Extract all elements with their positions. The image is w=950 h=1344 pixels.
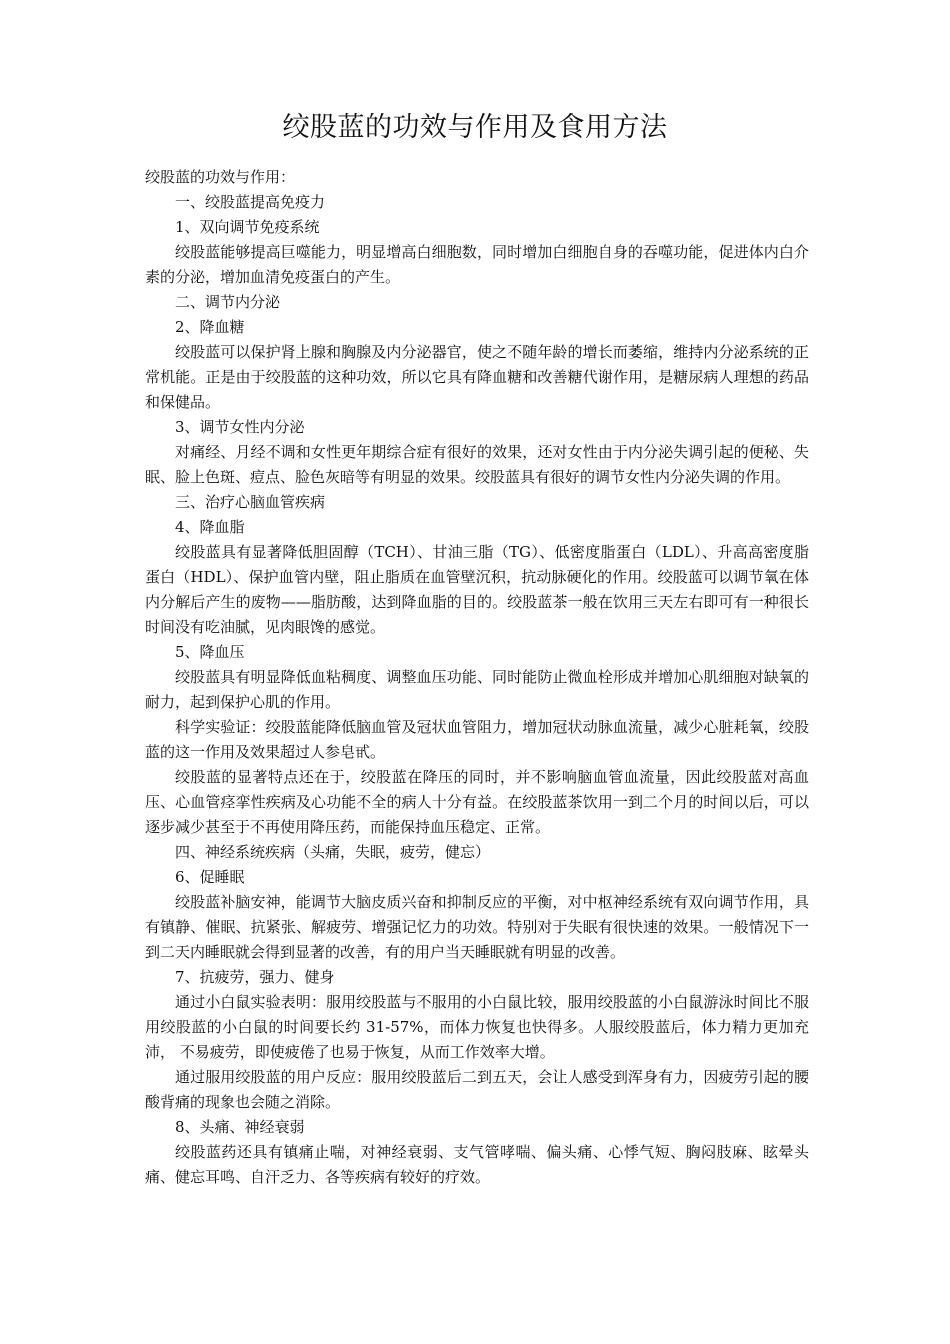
- subheading-female-endocrine: 3、调节女性内分泌: [175, 418, 305, 436]
- subheading-sleep: 6、促睡眠: [175, 868, 245, 886]
- subheading-anti-fatigue: 7、抗疲劳，强力、健身: [175, 968, 335, 986]
- paragraph-mouse-experiment: 通过小白鼠实验表明：服用绞股蓝与不服用的小白鼠比较，服用绞股蓝的小白鼠游泳时间比不服用绞股蓝的小白鼠的时间要长约 31-57%，而体力恢复也快得多。人服绞股蓝后，体力精力更加充沛， 不易疲劳，即使疲倦了也易于恢复，从而工作效率大增。: [145, 993, 809, 1061]
- paragraph-hypertension: 绞股蓝的显著特点还在于，绞股蓝在降压的同时，并不影响脑血管血流量，因此绞股蓝对高血压、心血管痉挛性疾病及心功能不全的病人十分有益。在绞股蓝茶饮用一到二个月的时间以后，可以逐步减少甚至于不再使用降压药，而能保持血压稳定、正常。: [145, 768, 809, 836]
- subheading-headache: 8、头痛、神经衰弱: [175, 1118, 305, 1136]
- section-heading-cardio: 三、治疗心脑血管疾病: [175, 493, 326, 511]
- subheading-blood-lipid: 4、降血脂: [175, 518, 245, 536]
- section-heading-immunity: 一、绞股蓝提高免疫力: [175, 193, 326, 211]
- paragraph-blood-pressure: 绞股蓝具有明显降低血粘稠度、调整血压功能、同时能防止微血栓形成并增加心肌细胞对缺氧的耐力，起到保护心肌的作用。: [145, 668, 809, 711]
- document-title: 绞股蓝的功效与作用及食用方法: [282, 112, 668, 143]
- paragraph-blood-sugar: 绞股蓝可以保护肾上腺和胸腺及内分泌器官，使之不随年龄的增长而萎缩，维持内分泌系统的正常机能。正是由于绞股蓝的这种功效，所以它具有降血糖和改善糖代谢作用，是糖尿病人理想的药品和保健品。: [145, 343, 809, 411]
- paragraph-experiment: 科学实验证：绞股蓝能降低脑血管及冠状血管阻力，增加冠状动脉血流量，减少心脏耗氧，绞股蓝的这一作用及效果超过人参皂甙。: [145, 718, 809, 761]
- intro-line: 绞股蓝的功效与作用：: [145, 168, 296, 186]
- paragraph-sleep: 绞股蓝补脑安神，能调节大脑皮质兴奋和抑制反应的平衡，对中枢神经系统有双向调节作用，具有镇静、催眠、抗紧张、解疲劳、增强记忆力的功效。特别对于失眠有很快速的效果。一般情况下一到二天内睡眠就会得到显著的改善，有的用户当天睡眠就有明显的改善。: [145, 893, 809, 961]
- paragraph-headache: 绞股蓝药还具有镇痛止喘，对神经衰弱、支气管哮喘、偏头痛、心悸气短、胸闷肢麻、眩晕头痛、健忘耳鸣、自汗乏力、各等疾病有较好的疗效。: [145, 1143, 809, 1186]
- section-heading-nervous: 四、神经系统疾病（头痛，失眠，疲劳，健忘）: [175, 843, 491, 861]
- paragraph-immune: 绞股蓝能够提高巨噬能力，明显增高白细胞数，同时增加白细胞自身的吞噬功能，促进体内白介素的分泌，增加血清免疫蛋白的产生。: [145, 243, 809, 286]
- document-body: [145, 165, 809, 1190]
- paragraph-user-feedback: 通过服用绞股蓝的用户反应：服用绞股蓝后二到五天，会让人感受到浑身有力，因疲劳引起的腰酸背痛的现象也会随之消除。: [145, 1068, 809, 1111]
- subheading-immune-regulation: 1、双向调节免疫系统: [175, 218, 320, 236]
- section-heading-endocrine: 二、调节内分泌: [175, 293, 281, 311]
- subheading-blood-sugar: 2、降血糖: [175, 318, 245, 336]
- paragraph-blood-lipid: 绞股蓝具有显著降低胆固醇（TCH）、甘油三脂（TG）、低密度脂蛋白（LDL）、升高高密度脂蛋白（HDL）、保护血管内壁，阻止脂质在血管壁沉积，抗动脉硬化的作用。绞股蓝可以调节氧在体内分解后产生的废物——脂肪酸，达到降血脂的目的。绞股蓝茶一般在饮用三天左右即可有一种很长时间没有吃油腻，见肉眼馋的感觉。: [145, 543, 809, 636]
- subheading-blood-pressure: 5、降血压: [175, 643, 245, 661]
- paragraph-female-endocrine: 对痛经、月经不调和女性更年期综合症有很好的效果，还对女性由于内分泌失调引起的便秘、失眠、脸上色斑、痘点、脸色灰暗等有明显的效果。绞股蓝具有很好的调节女性内分泌失调的作用。: [145, 443, 809, 486]
